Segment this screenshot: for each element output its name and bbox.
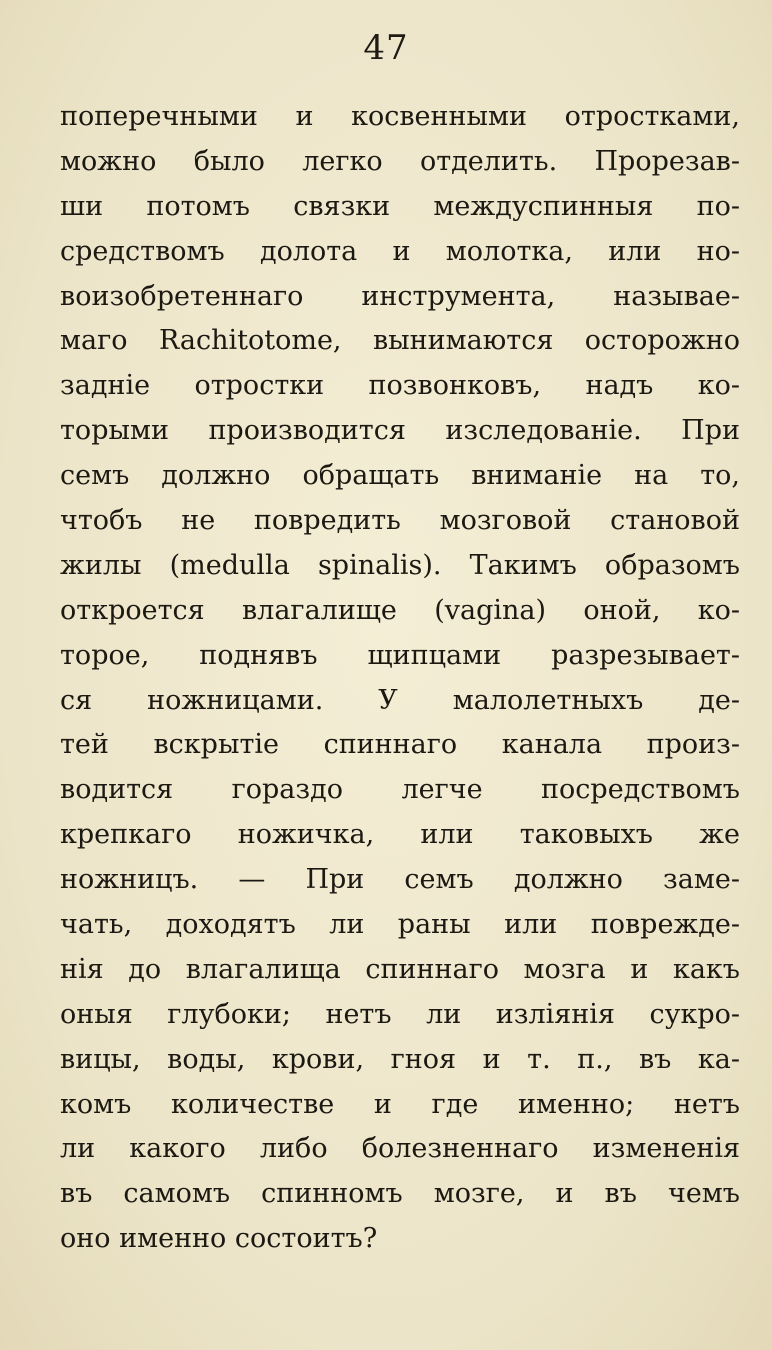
text-line: жилы (medulla spinalis). Такимъ образомъ [60, 549, 740, 581]
text-line: ли какого либо болезненнаго измененія [60, 1133, 740, 1165]
text-line: чтобъ не повредить мозговой становой [60, 505, 740, 537]
text-line: задніе отростки позвонковъ, надъ ко- [60, 370, 740, 402]
text-line: въ самомъ спинномъ мозге, и въ чемъ [60, 1178, 740, 1210]
text-line: поперечными и косвенными отростками, [60, 101, 740, 132]
text-line: средствомъ долота и молотка, или но- [60, 235, 740, 267]
text-line: крепкаго ножичка, или таковыхъ же [60, 819, 740, 851]
text-line: ся ножницами. У малолетныхъ де- [60, 684, 740, 716]
text-line: тей вскрытіе спиннаго канала произ- [60, 729, 740, 761]
text-line: торыми производится изследованіе. При [60, 415, 740, 447]
text-line: вицы, воды, крови, гноя и т. п., въ ка- [60, 1043, 740, 1075]
text-line: семъ должно обращать вниманіе на то, [60, 460, 740, 492]
text-line: нія до влагалища спиннаго мозга и какъ [60, 953, 740, 985]
text-line: водится гораздо легче посредствомъ [60, 774, 740, 806]
text-line: комъ количестве и где именно; нетъ [60, 1088, 740, 1120]
text-line: маго Rachitotome, вынимаются осторожно [60, 325, 740, 357]
text-line: торое, поднявъ щипцами разрезывает- [60, 639, 740, 671]
text-line: можно было легко отделить. Прорезав- [60, 145, 740, 177]
text-line: откроется влагалище (vagina) оной, ко- [60, 594, 740, 626]
text-line: воизобретеннаго инструмента, называе- [60, 280, 740, 312]
text-line: ши потомъ связки междуспинныя по- [60, 190, 740, 222]
text-line-last: оно именно состоитъ? [60, 1223, 378, 1255]
text-line: оныя глубоки; нетъ ли изліянія сукро- [60, 998, 740, 1030]
body-text [60, 95, 740, 1262]
text-line: ножницъ. — При семъ должно заме- [60, 864, 740, 896]
text-line: чать, доходятъ ли раны или поврежде- [60, 909, 740, 941]
page-number: 47 [363, 28, 409, 68]
